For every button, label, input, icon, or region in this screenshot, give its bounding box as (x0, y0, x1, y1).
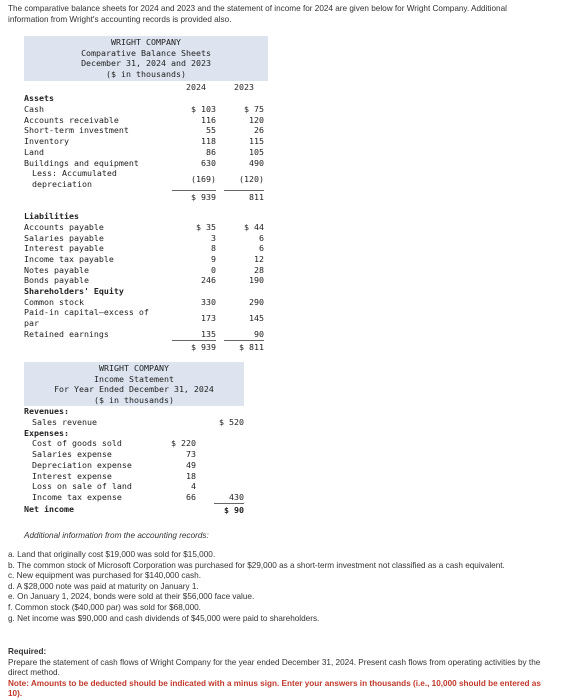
table-row: Land 86 105 (24, 146, 264, 157)
table-row: Loss on sale of land 4 (32, 481, 196, 492)
statement-units: ($ in thousands) (106, 68, 186, 79)
balance-sheet-header (24, 36, 268, 81)
additional-info-list (8, 550, 548, 624)
table-row: Interest payable 8 6 (24, 243, 264, 254)
table-row: Income tax expense 66 430 (32, 491, 244, 502)
table-row: Cash $ 103 $ 75 (24, 104, 264, 115)
list-item: b. The common stock of Microsoft Corporation was purchased for $29,000 as a short-term investment not classified as a cash equivalent. (8, 560, 505, 570)
equity-heading: Shareholders' Equity (24, 286, 124, 296)
table-row: Accounts receivable 116 120 (24, 114, 264, 125)
total-assets-row: $ 939 811 (24, 190, 268, 203)
statement-units: ($ in thousands) (94, 394, 174, 405)
table-row: Short-term investment 55 26 (24, 125, 264, 136)
total-liabilities-equity-row: $ 939 $ 811 (24, 340, 268, 352)
table-row: Accounts payable $ 35 $ 44 (24, 221, 264, 232)
expenses-heading: Expenses: (24, 427, 69, 438)
table-row: Bonds payable 246 190 (24, 275, 264, 286)
year-2024: 2024 (186, 82, 206, 93)
statement-title: Comparative Balance Sheets (81, 47, 211, 58)
required-text: Prepare the statement of cash flows of Wright Company for the year ended December 31, 2024. Present cash flows from operating activities by the direct method. (8, 657, 541, 678)
accumulated-depreciation-row: Less: Accumulated depreciation (169) (120) (32, 168, 264, 189)
table-row: Interest expense 18 (32, 470, 196, 481)
table-row: Depreciation expense 49 (32, 459, 196, 470)
statement-title: Income Statement (94, 373, 174, 384)
table-row: Retained earnings 135 90 (24, 329, 264, 340)
balance-sheet-table (24, 36, 268, 352)
list-item: g. Net income was $90,000 and cash dividends of $45,000 were paid to shareholders. (8, 613, 320, 623)
assets-heading: Assets (24, 93, 54, 104)
income-statement-table (24, 362, 268, 516)
liabilities-heading: Liabilities (24, 211, 79, 222)
statement-date: December 31, 2024 and 2023 (81, 58, 211, 69)
table-row: Salaries payable 3 6 (24, 232, 264, 243)
required-section (8, 647, 548, 700)
table-row: Notes payable 0 28 (24, 264, 264, 275)
table-row: Salaries expense 73 (32, 449, 196, 460)
paid-in-capital-row: Paid-in capital–excess of par 173 145 (24, 307, 264, 329)
problem-intro: The comparative balance sheets for 2024 and 2023 and the statement of income for 2024 are given below for Wright Company. Additional information from Wright's accounting records is provided also. (8, 4, 507, 24)
year-header-row (24, 81, 268, 93)
table-row: Buildings and equipment 630 490 (24, 157, 264, 168)
net-income-row: Net income $ 90 (24, 503, 244, 515)
list-item: a. Land that originally cost $19,000 was sold for $15,000. (8, 550, 216, 559)
company-name: WRIGHT COMPANY (99, 363, 169, 373)
statement-period: For Year Ended December 31, 2024 (54, 384, 214, 395)
company-name: WRIGHT COMPANY (111, 37, 181, 47)
required-title: Required: (8, 647, 47, 656)
year-2023: 2023 (234, 82, 254, 93)
note-text: Note: Amounts to be deducted should be indicated with a minus sign. Enter your answers in thousands (i.e., 10,000 should be entered as 10). (8, 678, 541, 699)
list-item: e. On January 1, 2024, bonds were sold at their $56,000 face value. (8, 592, 255, 602)
list-item: d. A $28,000 note was paid at maturity on January 1. (8, 581, 199, 591)
list-item: c. New equipment was purchased for $140,000 cash. (8, 571, 201, 581)
table-row: Income tax payable 9 12 (24, 253, 264, 264)
table-row: Common stock 330 290 (24, 296, 264, 307)
income-statement-header (24, 362, 244, 406)
table-row: Sales revenue $ 520 (32, 417, 244, 428)
list-item: f. Common stock ($40,000 par) was sold for $68,000. (8, 602, 201, 612)
table-row: Cost of goods sold $ 220 (32, 438, 196, 449)
additional-info-title: Additional information from the accounting records: (24, 531, 209, 540)
table-row: Inventory 118 115 (24, 136, 264, 147)
revenues-heading: Revenues: (24, 406, 69, 417)
